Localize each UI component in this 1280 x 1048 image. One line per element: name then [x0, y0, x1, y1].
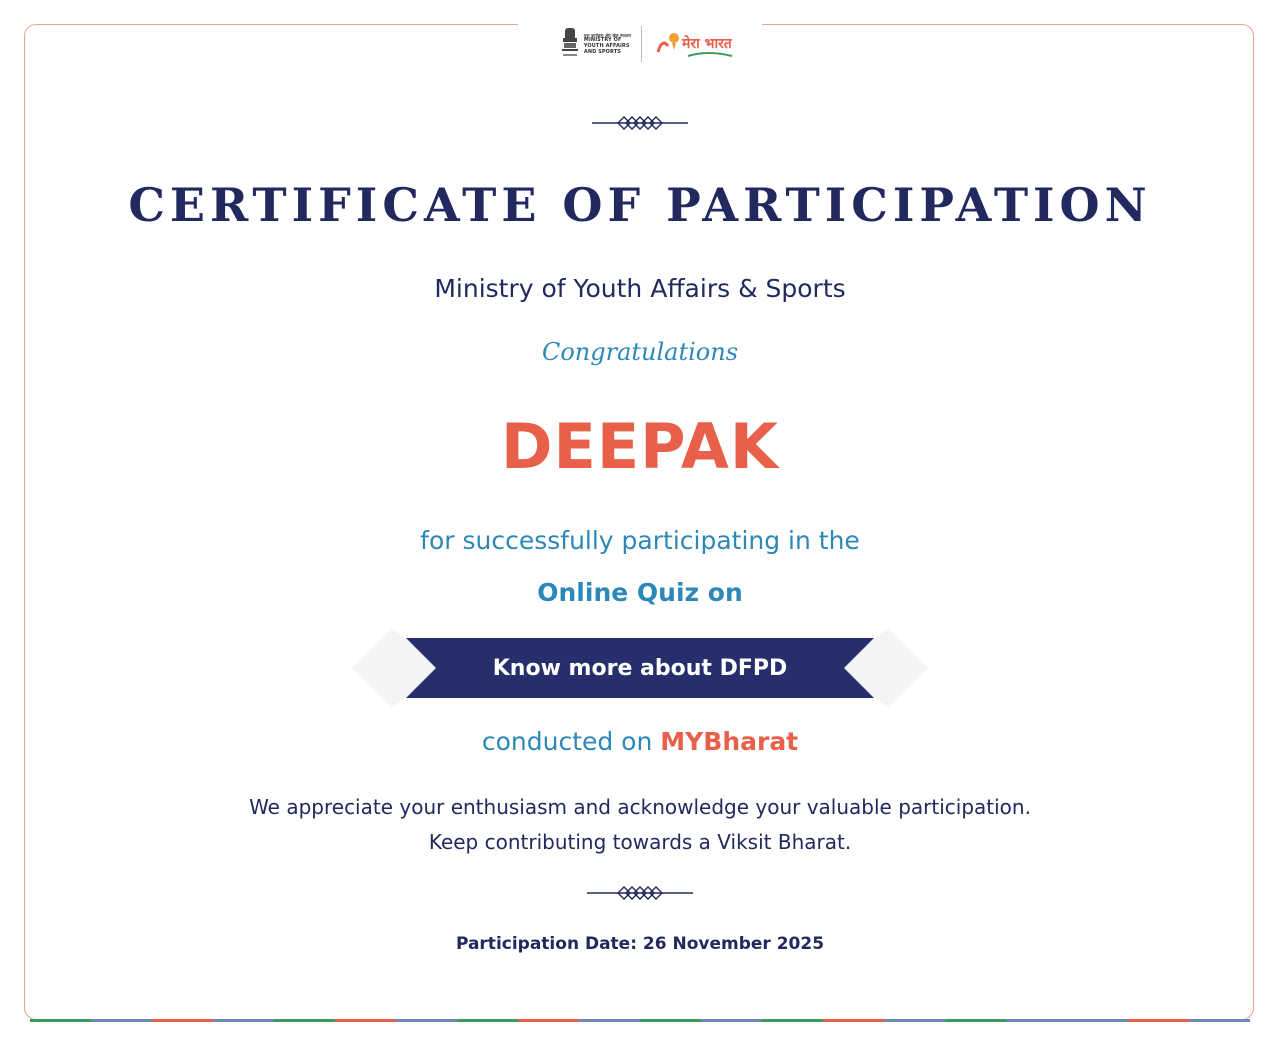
strip-segment: [762, 1019, 823, 1022]
strip-segment: [30, 1019, 91, 1022]
participation-date: Participation Date: 26 November 2025: [455, 934, 825, 954]
strip-segment: [457, 1019, 518, 1022]
strip-segment: [823, 1019, 884, 1022]
ministry-logo-line-3: AND SPORTS: [583, 48, 621, 55]
divider-ornament-icon: [590, 112, 690, 134]
strip-segment: [274, 1019, 335, 1022]
strip-segment: [396, 1019, 457, 1022]
ministry-logo-text: [584, 33, 631, 55]
appreciation-line-2: Keep contributing towards a Viksit Bharat.: [428, 830, 852, 854]
ministry-logo-hindi: युवा कार्यक्रम और खेल मंत्रालय: [583, 32, 632, 38]
header-logos: [548, 22, 748, 66]
strip-segment: [579, 1019, 640, 1022]
bottom-ornament: [0, 882, 1280, 904]
conducted-prefix: conducted on: [481, 727, 653, 756]
strip-segment: [91, 1019, 152, 1022]
mybharat-logo: [652, 24, 736, 64]
strip-segment: [335, 1019, 396, 1022]
certificate-border: [24, 24, 1254, 1020]
congratulations-text: Congratulations: [541, 338, 739, 366]
platform-name: MYBharat: [660, 727, 799, 756]
strip-segment: [1128, 1019, 1189, 1022]
quiz-ribbon: [350, 626, 930, 710]
strip-segment: [518, 1019, 579, 1022]
quiz-line: Online Quiz on: [537, 578, 743, 607]
recipient-name: DEEPAK: [501, 410, 779, 483]
quiz-name: Know more about DFPD: [492, 655, 788, 681]
strip-segment: [1189, 1019, 1250, 1022]
strip-segment: [701, 1019, 762, 1022]
ministry-name: Ministry of Youth Affairs & Sports: [434, 274, 846, 303]
strip-segment: [945, 1019, 1006, 1022]
top-ornament: [0, 112, 1280, 134]
ministry-logo-line-1: MINISTRY OF: [583, 37, 622, 44]
appreciation-text: [0, 790, 1280, 860]
conducted-line: [0, 727, 1280, 756]
strip-segment: [884, 1019, 945, 1022]
participation-line: for successfully participating in the: [420, 526, 860, 555]
strip-segment: [213, 1019, 274, 1022]
divider-ornament-icon: [585, 882, 695, 904]
national-emblem-icon: [560, 26, 580, 62]
logo-divider: [641, 26, 642, 62]
mybharat-logo-text: मेरा भारत: [682, 36, 732, 52]
certificate-title: CERTIFICATE OF PARTICIPATION: [128, 178, 1152, 232]
strip-segment: [1067, 1019, 1128, 1022]
bottom-color-strip: [30, 1019, 1250, 1022]
appreciation-line-1: We appreciate your enthusiasm and acknowledge your valuable participation.: [249, 795, 1031, 819]
strip-segment: [152, 1019, 213, 1022]
ministry-logo: [560, 26, 631, 62]
strip-segment: [1006, 1019, 1067, 1022]
strip-segment: [640, 1019, 701, 1022]
ministry-logo-line-2: YOUTH AFFAIRS: [583, 43, 630, 49]
